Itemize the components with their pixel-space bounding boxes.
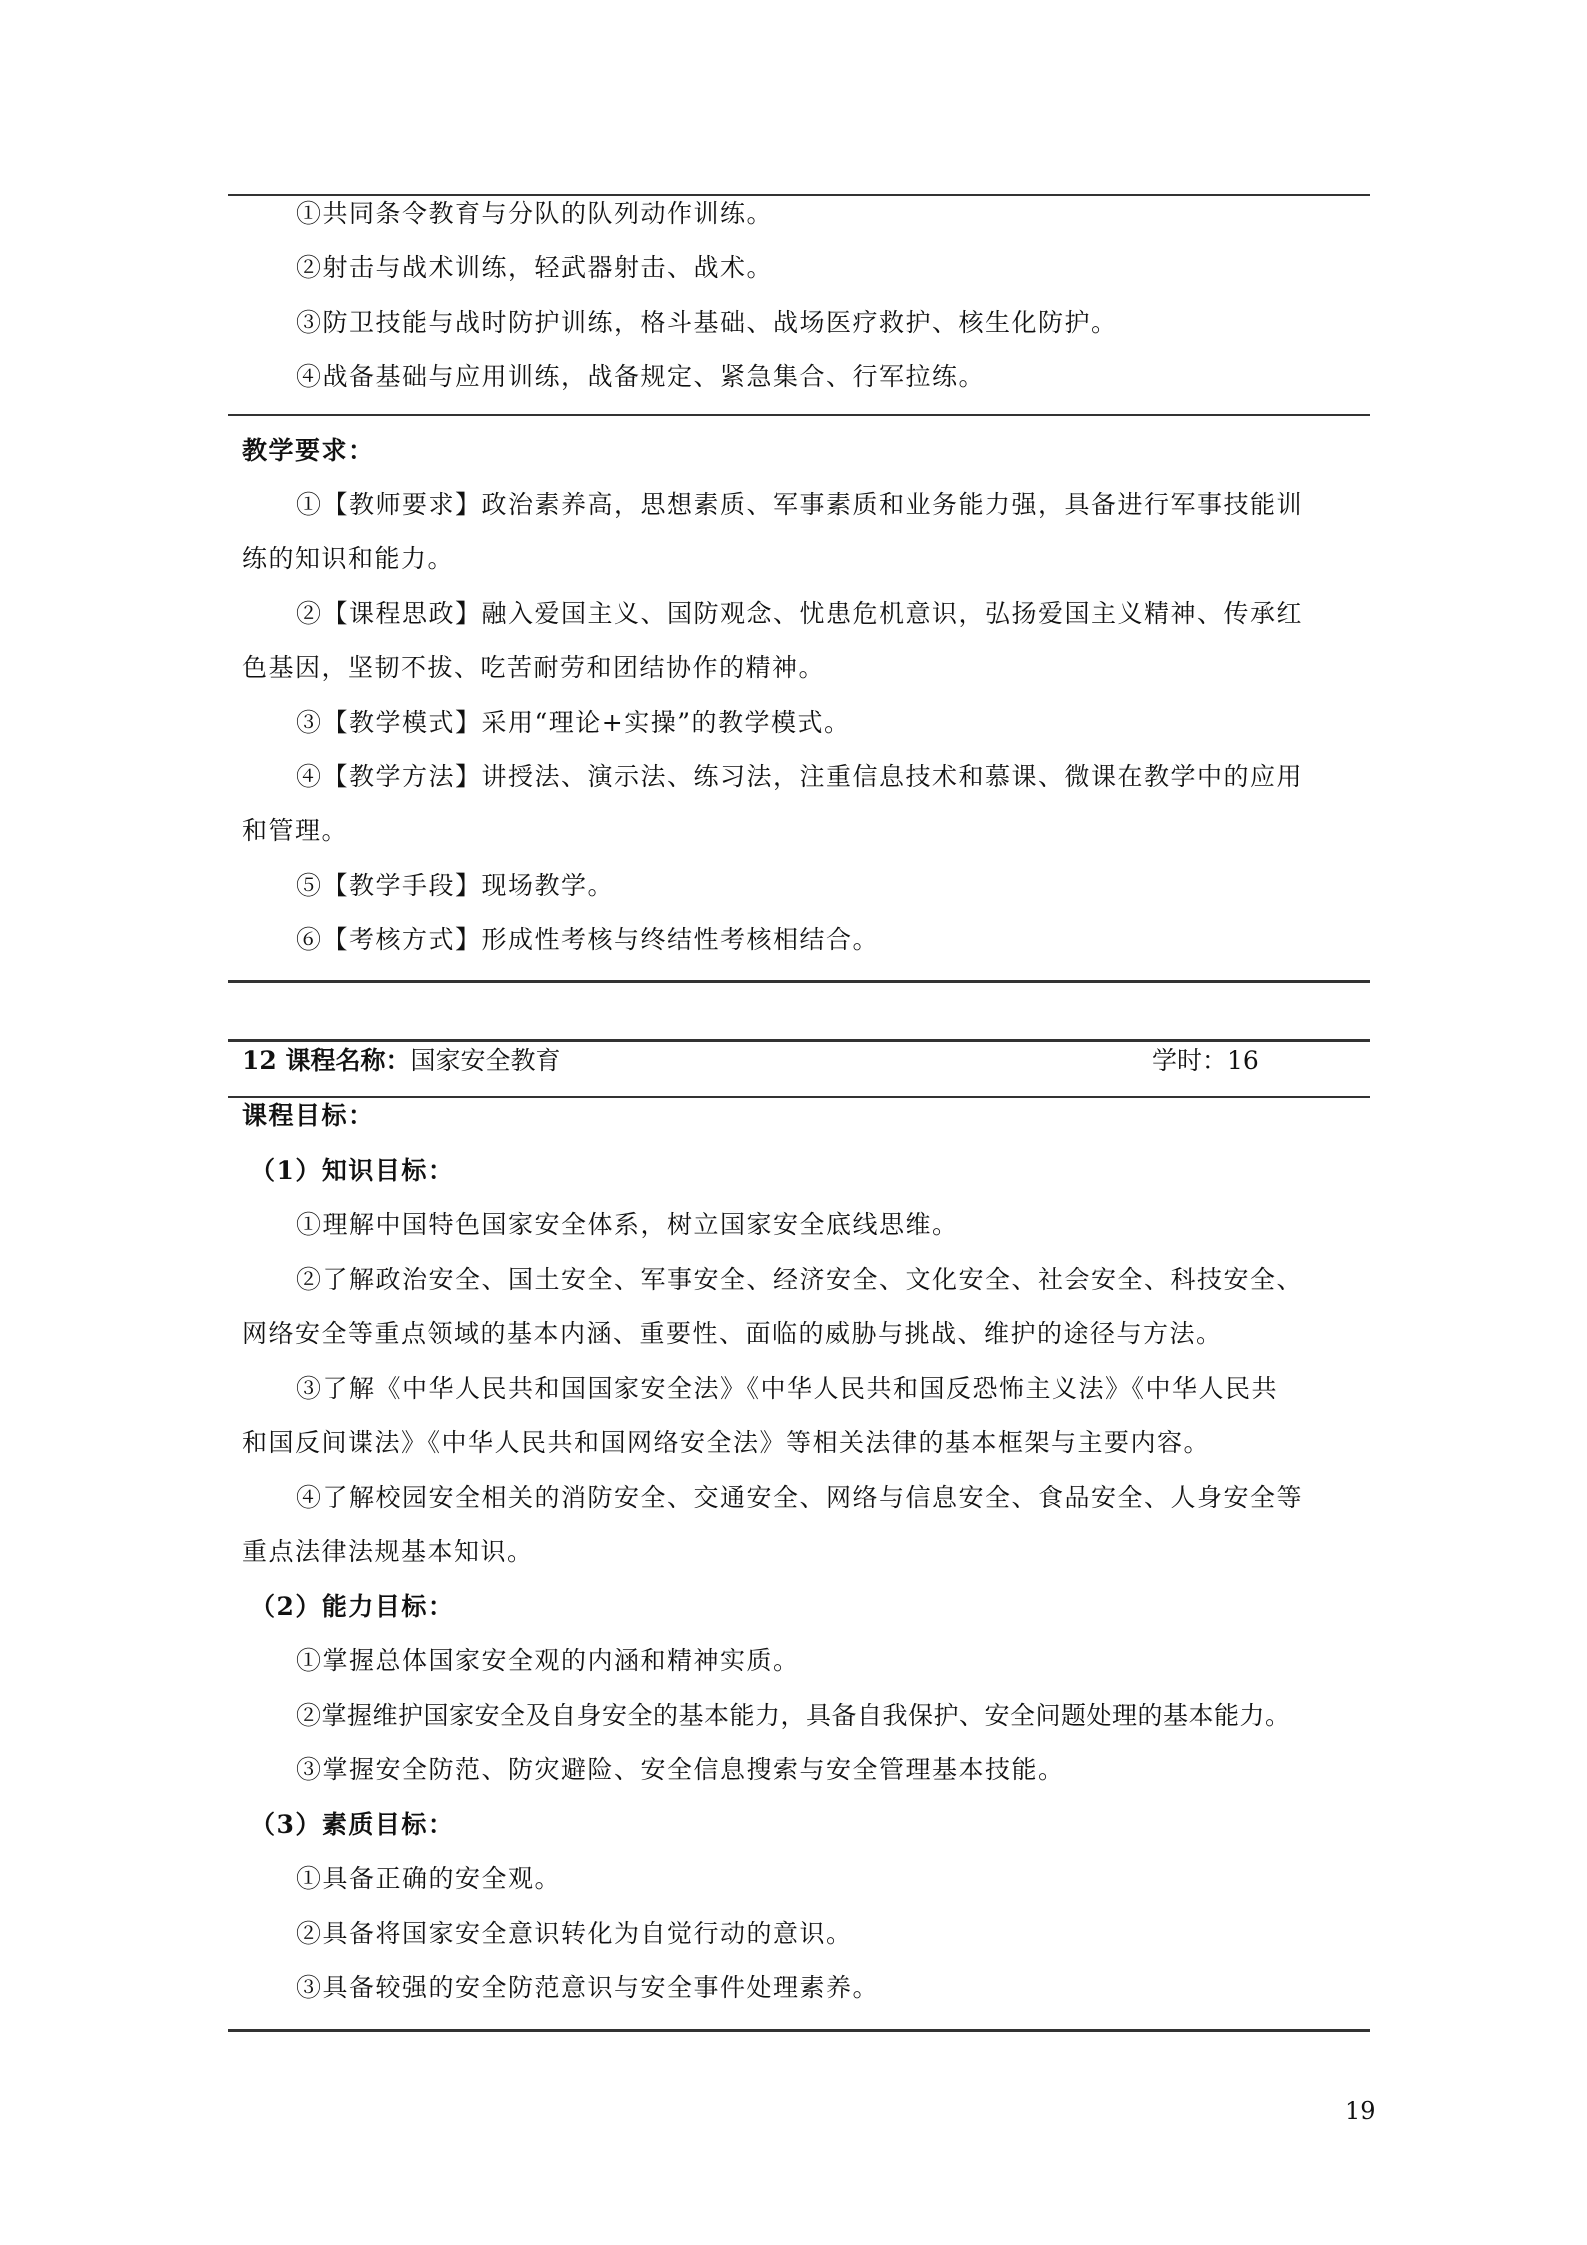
ability-2: ②掌握维护国家安全及自身安全的基本能力，具备自我保护、安全问题处理的基本能力。 xyxy=(296,1701,1291,1730)
training-item-1: ①共同条令教育与分队的队列动作训练。 xyxy=(296,199,774,228)
training-item-2: ②射击与战术训练，轻武器射击、战术。 xyxy=(296,253,774,282)
requirement-3: ③【教学模式】采用“理论+实操”的教学模式。 xyxy=(296,708,851,737)
knowledge-4-line1: ④了解校园安全相关的消防安全、交通安全、网络与信息安全、食品安全、人身安全等 xyxy=(296,1483,1304,1512)
course-name-label: 12 课程名称： xyxy=(242,1046,411,1075)
requirement-4-line1: ④【教学方法】讲授法、演示法、练习法，注重信息技术和慕课、微课在教学中的应用 xyxy=(296,762,1304,791)
requirement-1-line2: 练的知识和能力。 xyxy=(242,544,455,573)
quality-3: ③具备较强的安全防范意识与安全事件处理素养。 xyxy=(296,1973,880,2002)
requirement-6: ⑥【考核方式】形成性考核与终结性考核相结合。 xyxy=(296,925,880,954)
quality-2: ②具备将国家安全意识转化为自觉行动的意识。 xyxy=(296,1919,853,1948)
knowledge-heading: （1）知识目标： xyxy=(250,1156,455,1185)
quality-heading: （3）素质目标： xyxy=(250,1810,455,1839)
course12-top-border xyxy=(228,1039,1370,1042)
objectives-heading: 课程目标： xyxy=(242,1101,375,1130)
ability-1: ①掌握总体国家安全观的内涵和精神实质。 xyxy=(296,1646,800,1675)
requirement-4-line2: 和管理。 xyxy=(242,816,349,845)
row-divider xyxy=(228,414,1370,416)
table-top-border xyxy=(228,194,1370,196)
requirement-1-line1: ①【教师要求】政治素养高，思想素质、军事素质和业务能力强，具备进行军事技能训 xyxy=(296,490,1304,519)
ability-3: ③掌握安全防范、防灾避险、安全信息搜索与安全管理基本技能。 xyxy=(296,1755,1065,1784)
knowledge-2-line2: 网络安全等重点领域的基本内涵、重要性、面临的威胁与挑战、维护的途径与方法。 xyxy=(242,1319,1223,1348)
knowledge-2-line1: ②了解政治安全、国土安全、军事安全、经济安全、文化安全、社会安全、科技安全、 xyxy=(296,1265,1304,1294)
knowledge-1: ①理解中国特色国家安全体系，树立国家安全底线思维。 xyxy=(296,1210,959,1239)
course12-header xyxy=(242,1044,1262,1078)
course-hours xyxy=(1152,1044,1259,1078)
requirement-5: ⑤【教学手段】现场教学。 xyxy=(296,871,615,900)
training-item-4: ④战备基础与应用训练，战备规定、紧急集合、行军拉练。 xyxy=(296,362,986,391)
hours-value: 16 xyxy=(1227,1046,1259,1075)
knowledge-3-line2: 和国反间谍法》《中华人民共和国网络安全法》等相关法律的基本框架与主要内容。 xyxy=(242,1428,1211,1457)
course-name: 国家安全教育 xyxy=(410,1046,561,1075)
hours-label: 学时： xyxy=(1152,1046,1228,1075)
requirement-2-line1: ②【课程思政】融入爱国主义、国防观念、忧患危机意识，弘扬爱国主义精神、传承红 xyxy=(296,599,1304,628)
knowledge-4-line2: 重点法律法规基本知识。 xyxy=(242,1537,534,1566)
quality-1: ①具备正确的安全观。 xyxy=(296,1864,562,1893)
ability-heading: （2）能力目标： xyxy=(250,1592,455,1621)
requirement-2-line2: 色基因，坚韧不拔、吃苦耐劳和团结协作的精神。 xyxy=(242,653,826,682)
requirements-heading: 教学要求： xyxy=(242,436,375,465)
page-number: 19 xyxy=(1345,2097,1376,2125)
knowledge-3-line1: ③了解《中华人民共和国国家安全法》《中华人民共和国反恐怖主义法》《中华人民共 xyxy=(296,1374,1279,1403)
table-bottom-border xyxy=(228,980,1370,983)
course12-header-divider xyxy=(228,1096,1370,1098)
training-item-3: ③防卫技能与战时防护训练，格斗基础、战场医疗救护、核生化防护。 xyxy=(296,308,1118,337)
course12-bottom-border xyxy=(228,2029,1370,2032)
